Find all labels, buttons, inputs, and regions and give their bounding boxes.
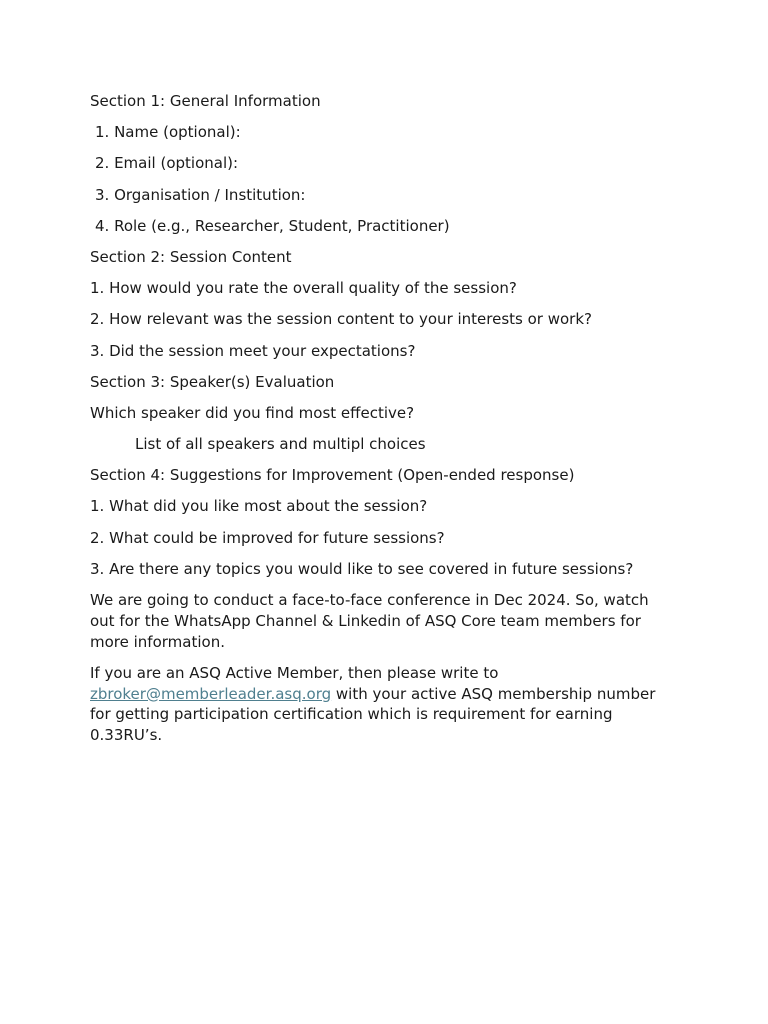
question-expectations: 3. Did the session meet your expectations?	[90, 341, 416, 360]
question-organisation: 3. Organisation / Institution:	[95, 185, 306, 204]
contact-email-link[interactable]: zbroker@memberleader.asq.org	[90, 684, 332, 703]
membership-text-after: with your active ASQ membership number for getting participation certification which is requirement for earning 0.33RU’s.	[90, 684, 656, 745]
question-role: 4. Role (e.g., Researcher, Student, Practitioner)	[95, 216, 450, 235]
question-future-topics: 3. Are there any topics you would like to see covered in future sessions?	[90, 559, 634, 578]
question-overall-quality: 1. How would you rate the overall quality of the session?	[90, 279, 517, 298]
section-3-heading: Section 3: Speaker(s) Evaluation	[90, 372, 335, 391]
document-body	[90, 91, 670, 746]
section-4-heading: Section 4: Suggestions for Improvement (Open-ended response)	[90, 466, 575, 485]
membership-paragraph	[90, 663, 670, 746]
question-name: 1. Name (optional):	[95, 123, 241, 142]
membership-text-before: If you are an ASQ Active Member, then please write to	[90, 664, 499, 682]
question-liked-most: 1. What did you like most about the session?	[90, 497, 428, 516]
question-email: 2. Email (optional):	[95, 154, 239, 173]
question-improvements: 2. What could be improved for future sessions?	[90, 528, 445, 547]
section-1-heading: Section 1: General Information	[90, 92, 321, 110]
speaker-choices-note: List of all speakers and multipl choices	[135, 435, 426, 454]
conference-announcement: We are going to conduct a face-to-face conference in Dec 2024. So, watch out for the WhatsApp Channel & Linkedin of ASQ Core team members for more information.	[90, 591, 649, 651]
question-effective-speaker: Which speaker did you find most effective?	[90, 403, 415, 422]
question-relevance: 2. How relevant was the session content to your interests or work?	[90, 310, 593, 329]
section-2-heading: Section 2: Session Content	[90, 247, 292, 266]
